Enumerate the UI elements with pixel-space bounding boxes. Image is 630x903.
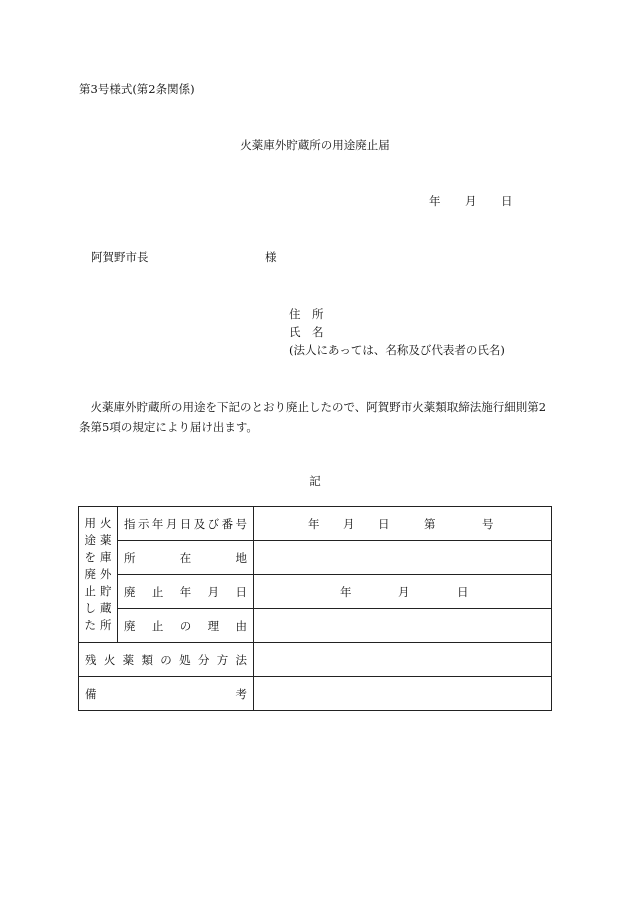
corporate-note: (法人にあっては、名称及び代表者の氏名) (289, 343, 505, 357)
label-char: 残 (85, 652, 97, 667)
label-char: 指 (124, 516, 136, 531)
remarks-label-cell (79, 677, 254, 711)
label-char: 理 (207, 618, 220, 633)
label-char: 廃 (124, 584, 136, 599)
label-char: 薬 (122, 652, 135, 667)
group-label (79, 507, 118, 643)
remarks-value[interactable] (254, 677, 552, 711)
table-row (79, 541, 552, 575)
label-char: 類 (141, 652, 153, 667)
form-number: 第3号様式(第2条関係) (79, 82, 195, 96)
label-char: び (207, 516, 220, 531)
location-value[interactable] (254, 541, 552, 575)
label-char: 番 (221, 516, 234, 531)
disposal-value[interactable] (254, 643, 552, 677)
label-char: 備 (85, 686, 97, 701)
abolition-day: 日 (457, 584, 469, 599)
reason-value[interactable] (254, 609, 552, 643)
ki-heading: 記 (309, 474, 321, 488)
designation-go: 号 (482, 516, 494, 531)
label-char: 分 (197, 652, 210, 667)
label-char: 年 (151, 516, 164, 531)
label-char: 火 (103, 652, 116, 667)
disposal-label-cell (79, 643, 254, 677)
date-day: 日 (501, 194, 513, 208)
label-char: 年 (179, 584, 192, 599)
label-char: 及 (193, 516, 206, 531)
label-char: 法 (235, 652, 247, 667)
label-char: 月 (207, 584, 220, 599)
date-year: 年 (429, 194, 441, 208)
vertical-char: 蔵 (100, 601, 112, 615)
vertical-char: 途 (84, 533, 96, 547)
disposal-label (79, 652, 253, 668)
record-table (78, 506, 552, 711)
body-text: 火薬庫外貯蔵所の用途を下記のとおり廃止したので、阿賀野市火薬類取締法施行細則第2条第5項の規定により届け出ます。 (79, 400, 547, 434)
reason-label-cell (118, 609, 254, 643)
abolition-date-value[interactable] (254, 575, 552, 609)
designation-label-cell (118, 507, 254, 541)
table-row (79, 609, 552, 643)
remarks-label (79, 686, 253, 702)
vertical-char: 廃 (84, 567, 96, 581)
vertical-char: 止 (84, 584, 96, 598)
vertical-char: 庫 (100, 550, 112, 564)
group-label-col2 (85, 515, 97, 634)
designation-year: 年 (308, 516, 320, 531)
label-char: 止 (151, 618, 164, 633)
designation-label (118, 516, 253, 532)
vertical-char: 所 (100, 618, 112, 632)
vertical-char: 貯 (100, 584, 112, 598)
vertical-char: 用 (84, 516, 96, 530)
label-char: 在 (179, 550, 192, 565)
label-char: の (179, 618, 192, 633)
table-row (79, 677, 552, 711)
label-char: 由 (235, 618, 247, 633)
label-char: 示 (137, 516, 150, 531)
group-label-col1 (100, 515, 112, 634)
location-label-cell (118, 541, 254, 575)
designation-day: 日 (378, 516, 390, 531)
abolition-month: 月 (398, 584, 410, 599)
label-char: 号 (235, 516, 247, 531)
label-char: 方 (216, 652, 229, 667)
vertical-char: 外 (100, 567, 112, 581)
addressee-name: 阿賀野市長 (91, 250, 149, 264)
label-char: 処 (179, 652, 191, 667)
name-label: 氏 名 (289, 325, 324, 339)
designation-value[interactable] (254, 507, 552, 541)
reason-label (118, 618, 253, 634)
vertical-char: 火 (100, 516, 112, 530)
label-char: 月 (165, 516, 178, 531)
table-row (79, 507, 552, 541)
location-label (118, 550, 253, 566)
table-row (79, 575, 552, 609)
label-char: 所 (124, 550, 136, 565)
label-char: 廃 (124, 618, 136, 633)
label-char: の (160, 652, 172, 667)
label-char: 考 (235, 686, 247, 701)
table-row (79, 643, 552, 677)
abolition-date-label-cell (118, 575, 254, 609)
vertical-char: 薬 (100, 533, 112, 547)
submission-date (429, 193, 513, 209)
abolition-date-label (118, 584, 253, 600)
applicant-block (289, 305, 505, 359)
abolition-year: 年 (340, 584, 352, 599)
label-char: 止 (151, 584, 164, 599)
date-month: 月 (465, 194, 477, 208)
designation-dai: 第 (424, 516, 436, 531)
label-char: 日 (235, 584, 247, 599)
address-label: 住 所 (289, 307, 324, 321)
label-char: 地 (235, 550, 247, 565)
addressee-honorific: 様 (265, 250, 277, 264)
vertical-char: し (84, 601, 96, 615)
designation-month: 月 (343, 516, 355, 531)
vertical-char: を (84, 550, 96, 564)
document-title: 火薬庫外貯蔵所の用途廃止届 (240, 138, 390, 152)
label-char: 日 (179, 516, 192, 531)
vertical-char: た (84, 618, 96, 632)
